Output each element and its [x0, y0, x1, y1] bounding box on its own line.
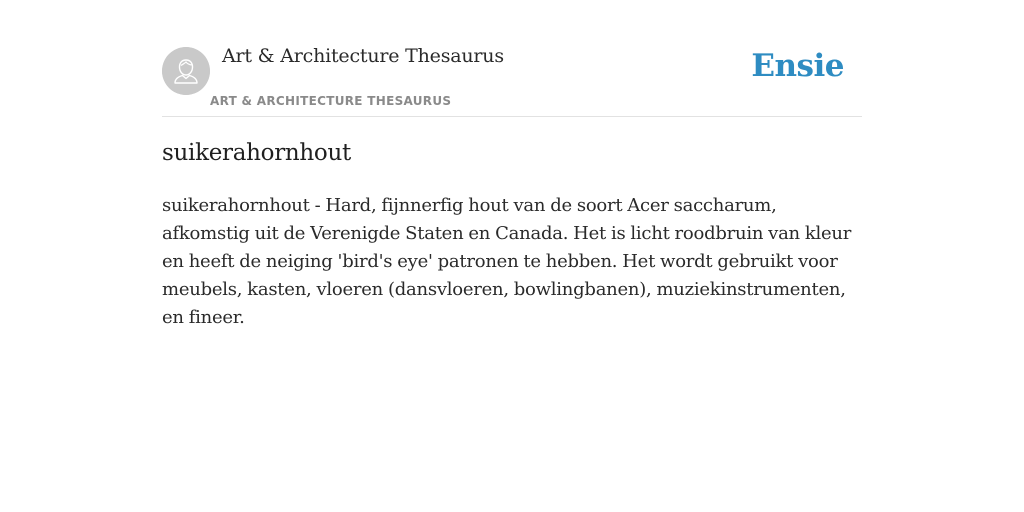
user-avatar-icon[interactable]	[162, 47, 210, 95]
source-title[interactable]: Art & Architecture Thesaurus	[222, 45, 504, 67]
term-definition: suikerahornhout - Hard, fijnnerfig hout van de soort Acer saccharum, afkomstig uit de Verenigde Staten en Canada. Het is licht roodbruin van kleur en heeft de neiging 'bird's eye' patronen te hebben. Het wordt gebruikt voor meubels, kasten, vloeren (dansvloeren, bowlingbanen), muziekinstrumenten, en fineer.	[162, 195, 852, 328]
source-subtitle-link[interactable]: ART & ARCHITECTURE THESAURUS	[210, 94, 452, 108]
source-header	[162, 44, 862, 117]
ensie-logo[interactable]: Ensie	[751, 48, 844, 84]
term-title: suikerahornhout	[162, 140, 351, 166]
